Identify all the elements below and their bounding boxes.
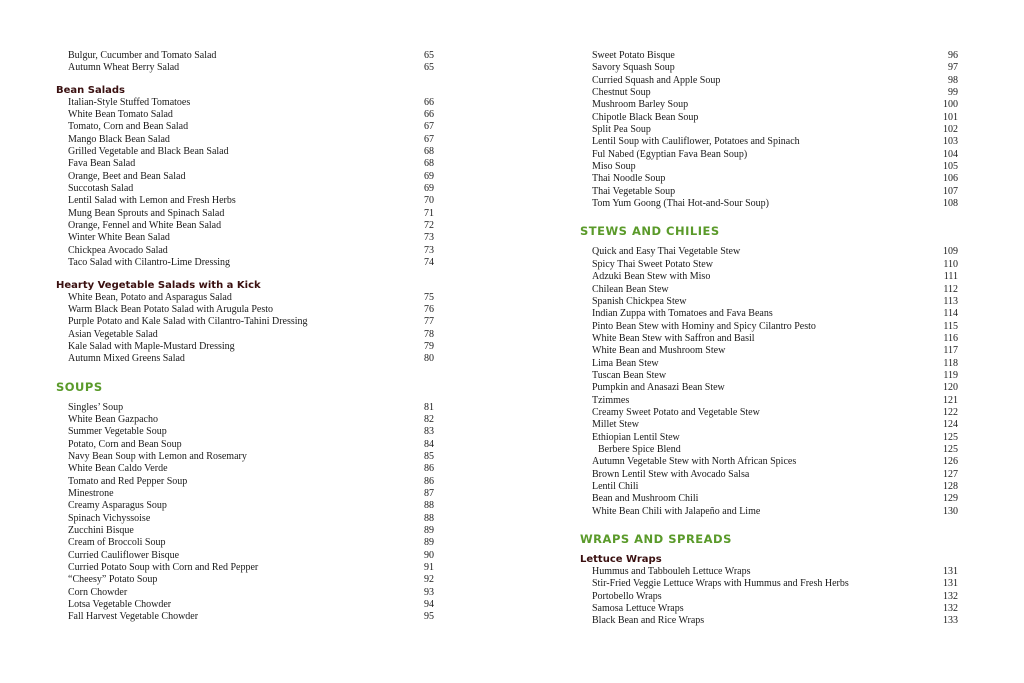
toc-page-number: 89 [424, 525, 434, 536]
toc-subheading-hearty-vegetable-salads-with-a-kick: Hearty Vegetable Salads with a Kick [56, 279, 261, 291]
toc-entry-title: Potato, Corn and Bean Soup [68, 438, 182, 450]
toc-entry-title: Miso Soup [592, 161, 636, 173]
toc-page-number: 88 [424, 512, 434, 524]
toc-page-number: 104 [943, 148, 958, 160]
toc-entry-title: Spinach Vichyssoise [68, 512, 151, 524]
toc-section-heading-wraps-and-spreads: WRAPS AND SPREADS [580, 532, 732, 547]
toc-entry-title: Fava Bean Salad [68, 158, 136, 170]
toc-entry-title: Winter White Bean Salad [68, 232, 170, 244]
toc-entry[interactable] [56, 220, 434, 232]
toc-entry[interactable] [580, 259, 958, 271]
toc-entry[interactable] [580, 603, 958, 615]
toc-entry-title: Italian-Style Stuffed Tomatoes [68, 96, 191, 108]
toc-entry[interactable] [56, 158, 434, 170]
toc-entry[interactable] [56, 257, 434, 269]
toc-entry-title: Millet Stew [592, 419, 639, 431]
toc-entry[interactable] [56, 62, 434, 74]
toc-entry-title: White Bean Stew with Saffron and Basil [592, 332, 755, 344]
toc-entry[interactable] [580, 382, 958, 394]
toc-entry[interactable] [56, 341, 434, 353]
toc-entry-title: Corn Chowder [68, 586, 128, 598]
toc-page-number: 109 [943, 246, 958, 258]
toc-page-number: 87 [424, 487, 434, 499]
toc-page-number: 129 [943, 493, 958, 505]
toc-page-number: 68 [424, 158, 434, 170]
toc-entry-title: Ethiopian Lentil Stew [592, 431, 680, 443]
toc-page-number: 97 [948, 62, 958, 74]
toc-entry[interactable] [580, 333, 958, 345]
toc-entry[interactable] [56, 537, 434, 549]
toc-entry[interactable] [580, 198, 958, 210]
toc-entry-title: Spicy Thai Sweet Potato Stew [592, 258, 713, 270]
toc-entry[interactable] [56, 183, 434, 195]
toc-entry-title: Orange, Beet and Bean Salad [68, 170, 186, 182]
toc-page-number: 98 [948, 74, 958, 86]
toc-entry-title: Hummus and Tabbouleh Lettuce Wraps [592, 566, 751, 578]
toc-page-number: 65 [424, 50, 434, 61]
toc-entry[interactable] [56, 525, 434, 537]
toc-entry-title: Stir-Fried Veggie Lettuce Wraps with Hummus and Fresh Herbs [592, 578, 849, 590]
toc-page-number: 74 [424, 257, 434, 269]
toc-entry[interactable] [580, 345, 958, 357]
toc-entry-title: Warm Black Bean Potato Salad with Arugula Pesto [68, 303, 273, 315]
toc-page-number: 88 [424, 500, 434, 512]
toc-entry[interactable] [56, 353, 434, 365]
toc-entry[interactable] [580, 395, 958, 407]
toc-page-number: 85 [424, 450, 434, 462]
toc-entry-title: “Cheesy” Potato Soup [68, 574, 158, 586]
toc-entry[interactable] [56, 439, 434, 451]
toc-entry[interactable] [580, 506, 958, 518]
toc-page-number: 124 [943, 419, 958, 431]
toc-page-number: 103 [943, 136, 958, 148]
toc-entry[interactable] [56, 292, 434, 304]
toc-page-number: 94 [424, 599, 434, 611]
toc-page-number: 130 [943, 505, 958, 517]
toc-entry-title: Pinto Bean Stew with Hominy and Spicy Cilantro Pesto [592, 320, 816, 332]
toc-page-number: 70 [424, 195, 434, 207]
toc-entry[interactable] [56, 476, 434, 488]
toc-entry[interactable] [580, 50, 958, 62]
toc-entry[interactable] [580, 87, 958, 99]
toc-entry-title: Autumn Wheat Berry Salad [68, 62, 180, 74]
toc-entry-title: Curried Potato Soup with Corn and Red Pepper [68, 562, 259, 574]
toc-entry-title: Kale Salad with Maple-Mustard Dressing [68, 340, 235, 352]
toc-entry[interactable] [56, 109, 434, 121]
toc-page-number: 99 [948, 87, 958, 99]
toc-page-number: 77 [424, 316, 434, 328]
toc-entry-title: Autumn Mixed Greens Salad [68, 353, 185, 365]
toc-entry[interactable] [56, 414, 434, 426]
toc-entry[interactable] [56, 232, 434, 244]
toc-page-number: 80 [424, 353, 434, 365]
toc-entry-title: Minestrone [68, 487, 114, 499]
toc-entry-title: White Bean Gazpacho [68, 413, 158, 425]
toc-entry[interactable] [580, 99, 958, 111]
toc-entry[interactable] [56, 402, 434, 414]
toc-entry[interactable] [56, 50, 434, 62]
toc-entry-title: Lentil Soup with Cauliflower, Potatoes and Spinach [592, 136, 800, 148]
toc-page-number: 125 [943, 431, 958, 443]
toc-page-number: 82 [424, 413, 434, 425]
toc-page-number: 72 [424, 220, 434, 232]
toc-page-number: 75 [424, 291, 434, 303]
toc-entry-title: White Bean Caldo Verde [68, 463, 168, 475]
toc-entry[interactable] [580, 456, 958, 468]
toc-entry-title: Cream of Broccoli Soup [68, 537, 166, 549]
toc-entry[interactable] [580, 296, 958, 308]
toc-entry[interactable] [580, 173, 958, 185]
toc-entry-title: Pumpkin and Anasazi Bean Stew [592, 382, 725, 394]
toc-entry-title: Tomato and Red Pepper Soup [68, 475, 188, 487]
toc-page-number: 132 [943, 590, 958, 602]
toc-entry-title: Chilean Bean Stew [592, 283, 669, 295]
toc-entry-title: Creamy Sweet Potato and Vegetable Stew [592, 406, 760, 418]
toc-entry-title: Mushroom Barley Soup [592, 99, 689, 111]
toc-entry-title: Summer Vegetable Soup [68, 426, 167, 438]
toc-entry[interactable] [580, 75, 958, 87]
toc-entry[interactable] [580, 370, 958, 382]
toc-entry-title: Spanish Chickpea Stew [592, 295, 687, 307]
toc-entry-title: Tzimmes [592, 394, 630, 406]
toc-entry-title: Portobello Wraps [592, 590, 662, 602]
toc-entry-title: Tuscan Bean Stew [592, 369, 667, 381]
toc-entry-title: Adzuki Bean Stew with Miso [592, 271, 711, 283]
toc-subheading-bean-salads: Bean Salads [56, 84, 125, 96]
toc-entry-title: Chipotle Black Bean Soup [592, 111, 699, 123]
toc-page-number: 92 [424, 574, 434, 586]
toc-entry-title: Chickpea Avocado Salad [68, 244, 168, 256]
toc-page-number: 121 [943, 394, 958, 406]
toc-entry[interactable] [56, 513, 434, 525]
toc-entry[interactable] [56, 426, 434, 438]
toc-entry-title: Fall Harvest Vegetable Chowder [68, 611, 199, 623]
toc-entry-title: Berbere Spice Blend [598, 443, 681, 455]
toc-entry[interactable] [580, 578, 958, 590]
toc-entry-title: Navy Bean Soup with Lemon and Rosemary [68, 450, 247, 462]
toc-entry[interactable] [56, 463, 434, 475]
toc-page-number: 101 [943, 111, 958, 123]
toc-entry[interactable] [56, 562, 434, 574]
toc-entry[interactable] [56, 451, 434, 463]
toc-page-number: 131 [943, 578, 958, 590]
toc-page-number: 71 [424, 207, 434, 219]
toc-entry[interactable] [580, 124, 958, 136]
toc-page-number: 107 [943, 185, 958, 197]
toc-entry[interactable] [580, 591, 958, 603]
toc-page-number: 116 [943, 332, 958, 344]
toc-entry-title: Grilled Vegetable and Black Bean Salad [68, 146, 229, 158]
toc-entry-title: White Bean and Mushroom Stew [592, 345, 726, 357]
toc-page-number: 125 [943, 443, 958, 455]
toc-entry[interactable] [580, 284, 958, 296]
toc-entry-title: Indian Zuppa with Tomatoes and Fava Beans [592, 308, 773, 320]
toc-page-number: 93 [424, 586, 434, 598]
toc-entry[interactable] [580, 481, 958, 493]
toc-page-number: 120 [943, 382, 958, 394]
toc-entry[interactable] [580, 615, 958, 627]
toc-entry[interactable] [56, 329, 434, 341]
toc-page-number: 108 [943, 198, 958, 210]
toc-page-number: 102 [943, 124, 958, 136]
toc-page-number: 110 [943, 258, 958, 270]
toc-entry[interactable] [56, 171, 434, 183]
toc-page-number: 73 [424, 244, 434, 256]
toc-page-number: 66 [424, 109, 434, 121]
toc-page-number: 118 [943, 357, 958, 369]
toc-page-number: 81 [424, 401, 434, 413]
toc-page-number: 78 [424, 328, 434, 340]
toc-entry-title: Thai Vegetable Soup [592, 185, 676, 197]
toc-entry[interactable] [580, 186, 958, 198]
toc-entry-title: White Bean Tomato Salad [68, 109, 173, 121]
toc-page-number: 122 [943, 406, 958, 418]
toc-page-number: 83 [424, 426, 434, 438]
toc-page-number: 95 [424, 611, 434, 623]
toc-page-number: 86 [424, 475, 434, 487]
toc-entry[interactable] [56, 316, 434, 328]
toc-entry[interactable] [580, 271, 958, 283]
toc-entry-title: Zucchini Bisque [68, 525, 134, 536]
toc-entry[interactable] [56, 134, 434, 146]
toc-entry[interactable] [56, 599, 434, 611]
toc-entry[interactable] [56, 587, 434, 599]
toc-entry-title: Mango Black Bean Salad [68, 133, 170, 145]
toc-entry[interactable] [56, 245, 434, 257]
toc-entry[interactable] [580, 444, 958, 456]
toc-entry[interactable] [56, 304, 434, 316]
toc-entry[interactable] [580, 62, 958, 74]
toc-page-number: 76 [424, 303, 434, 315]
toc-entry-title: Curried Squash and Apple Soup [592, 74, 721, 86]
toc-entry-title: Bean and Mushroom Chili [592, 493, 699, 505]
toc-entry-title: Singles’ Soup [68, 401, 124, 413]
toc-entry-title: Creamy Asparagus Soup [68, 500, 167, 512]
toc-page-number: 106 [943, 173, 958, 185]
toc-entry[interactable] [56, 574, 434, 586]
toc-entry[interactable] [580, 112, 958, 124]
toc-section-heading-stews-and-chilies: STEWS AND CHILIES [580, 224, 720, 239]
toc-entry[interactable] [56, 121, 434, 133]
toc-page-number: 131 [943, 566, 958, 578]
toc-page-number: 73 [424, 232, 434, 244]
toc-page-number: 127 [943, 468, 958, 480]
toc-entry[interactable] [56, 500, 434, 512]
toc-entry[interactable] [56, 195, 434, 207]
toc-entry-title: Tom Yum Goong (Thai Hot-and-Sour Soup) [592, 198, 769, 210]
toc-entry[interactable] [56, 611, 434, 623]
toc-entry[interactable] [580, 136, 958, 148]
toc-entry[interactable] [580, 321, 958, 333]
toc-page-number: 128 [943, 481, 958, 492]
toc-entry-title: Lima Bean Stew [592, 357, 659, 369]
toc-entry-title: Taco Salad with Cilantro-Lime Dressing [68, 257, 231, 269]
toc-entry-title: Asian Vegetable Salad [68, 328, 158, 340]
toc-entry-title: Split Pea Soup [592, 124, 651, 136]
toc-page-number: 132 [943, 603, 958, 615]
toc-entry[interactable] [56, 550, 434, 562]
toc-page-number: 96 [948, 50, 958, 61]
toc-entry[interactable] [580, 432, 958, 444]
toc-subheading-lettuce-wraps: Lettuce Wraps [580, 554, 662, 566]
toc-page-number: 114 [943, 308, 958, 320]
toc-entry-title: Curried Cauliflower Bisque [68, 549, 180, 561]
toc-entry[interactable] [56, 208, 434, 220]
toc-page-number: 91 [424, 562, 434, 574]
toc-entry-title: Savory Squash Soup [592, 62, 675, 74]
toc-entry[interactable] [580, 469, 958, 481]
toc-page-number: 84 [424, 438, 434, 450]
toc-page-number: 115 [943, 320, 958, 332]
toc-left-column [56, 50, 434, 624]
toc-entry-title: Brown Lentil Stew with Avocado Salsa [592, 468, 750, 480]
toc-entry-title: Lentil Chili [592, 481, 639, 492]
toc-page-number: 67 [424, 121, 434, 133]
toc-entry[interactable] [580, 358, 958, 370]
toc-page-number: 86 [424, 463, 434, 475]
toc-page-number: 133 [943, 615, 958, 627]
toc-entry-title: Succotash Salad [68, 183, 134, 195]
toc-entry-title: Lentil Salad with Lemon and Fresh Herbs [68, 195, 236, 207]
toc-page-number: 79 [424, 340, 434, 352]
toc-entry-title: White Bean Chili with Jalapeño and Lime [592, 505, 761, 517]
toc-page-number: 65 [424, 62, 434, 74]
toc-entry-title: Lotsa Vegetable Chowder [68, 599, 172, 611]
toc-entry-title: Ful Nabed (Egyptian Fava Bean Soup) [592, 148, 748, 160]
toc-page-number: 113 [943, 295, 958, 307]
toc-entry[interactable] [580, 161, 958, 173]
toc-right-column [580, 50, 958, 628]
toc-entry[interactable] [56, 97, 434, 109]
toc-entry-title: Black Bean and Rice Wraps [592, 615, 705, 627]
toc-entry[interactable] [580, 246, 958, 258]
toc-entry[interactable] [56, 146, 434, 158]
toc-page-number: 119 [943, 369, 958, 381]
toc-page-number: 112 [943, 283, 958, 295]
toc-entry-title: Quick and Easy Thai Vegetable Stew [592, 246, 741, 258]
toc-entry-title: Mung Bean Sprouts and Spinach Salad [68, 207, 225, 219]
toc-page-number: 105 [943, 161, 958, 173]
toc-page-number: 66 [424, 96, 434, 108]
toc-entry[interactable] [580, 566, 958, 578]
toc-entry-title: Orange, Fennel and White Bean Salad [68, 220, 222, 232]
toc-page-number: 69 [424, 170, 434, 182]
toc-entry[interactable] [580, 407, 958, 419]
toc-page-number: 68 [424, 146, 434, 158]
toc-entry-title: Chestnut Soup [592, 87, 651, 99]
toc-page-number: 117 [943, 345, 958, 357]
toc-page-number: 67 [424, 133, 434, 145]
toc-page-number: 89 [424, 537, 434, 549]
toc-entry-title: Bulgur, Cucumber and Tomato Salad [68, 50, 217, 61]
toc-entry[interactable] [580, 308, 958, 320]
toc-entry-title: Purple Potato and Kale Salad with Cilantro-Tahini Dressing [68, 316, 308, 328]
toc-entry-title: Samosa Lettuce Wraps [592, 603, 684, 615]
toc-entry-title: White Bean, Potato and Asparagus Salad [68, 291, 232, 303]
toc-entry-title: Autumn Vegetable Stew with North African Spices [592, 456, 797, 468]
toc-page-number: 126 [943, 456, 958, 468]
toc-entry[interactable] [580, 493, 958, 505]
toc-entry[interactable] [580, 149, 958, 161]
toc-section-heading-soups: SOUPS [56, 379, 103, 394]
toc-entry[interactable] [56, 488, 434, 500]
toc-entry-title: Sweet Potato Bisque [592, 50, 675, 61]
toc-entry-title: Tomato, Corn and Bean Salad [68, 121, 189, 133]
toc-page-number: 100 [943, 99, 958, 111]
toc-page-number: 90 [424, 549, 434, 561]
toc-page-number: 111 [943, 271, 958, 283]
toc-page-number: 69 [424, 183, 434, 195]
toc-entry[interactable] [580, 419, 958, 431]
toc-entry-title: Thai Noodle Soup [592, 173, 666, 185]
